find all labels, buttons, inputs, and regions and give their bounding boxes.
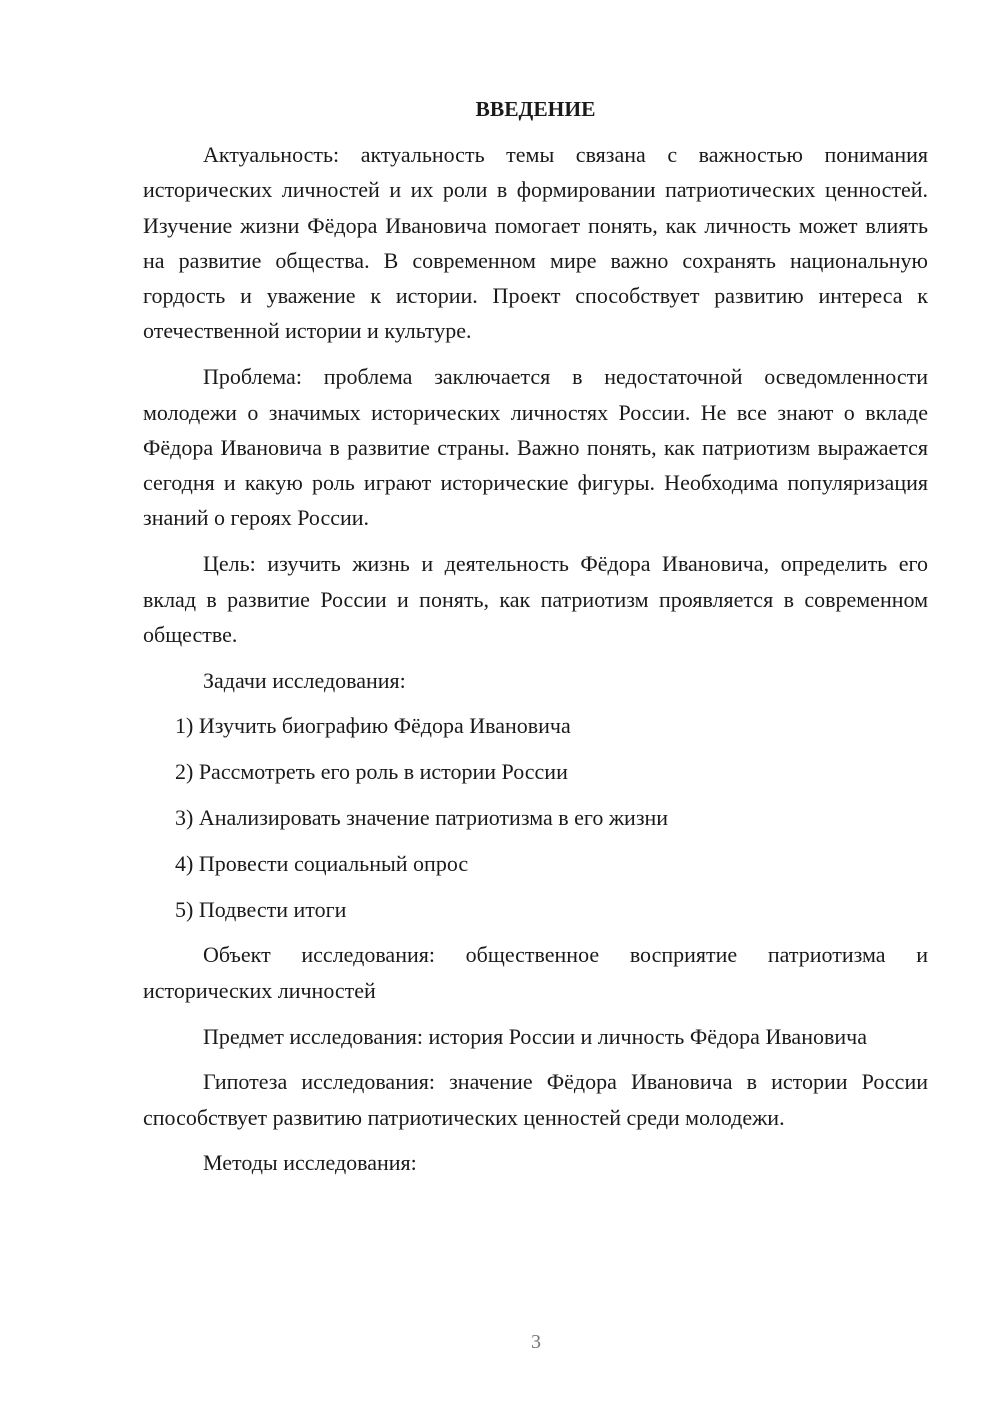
task-item-5: 5) Подвести итоги bbox=[175, 896, 347, 922]
document-page bbox=[143, 92, 928, 1191]
page-number: 3 bbox=[531, 1331, 541, 1353]
task-item-2: 2) Рассмотреть его роль в истории России bbox=[175, 759, 568, 785]
task-item-1: 1) Изучить биографию Фёдора Ивановича bbox=[175, 713, 571, 739]
hypothesis-paragraph: Гипотеза исследования: значение Фёдора Ивановича в истории России способствует развитию патриотических ценностей среди молодежи. bbox=[143, 1069, 928, 1130]
section-title: ВВЕДЕНИЕ bbox=[475, 97, 596, 121]
tasks-list bbox=[143, 708, 928, 926]
subject-paragraph: Предмет исследования: история России и личность Фёдора Ивановича bbox=[203, 1023, 867, 1049]
task-item-4: 4) Провести социальный опрос bbox=[175, 850, 469, 876]
object-paragraph: Объект исследования: общественное восприятие патриотизма и исторических личностей bbox=[143, 942, 928, 1003]
tasks-heading: Задачи исследования: bbox=[203, 667, 406, 693]
task-item-3: 3) Анализировать значение патриотизма в его жизни bbox=[175, 805, 669, 831]
relevance-paragraph: Актуальность: актуальность темы связана с важностью понимания исторических личностей и их роли в формировании патриотических ценностей. Изучение жизни Фёдора Ивановича помогает понять, как личность может влиять на развитие общества. В современном мире важно сохранять национальную гордость и уважение к истории. Проект способствует развитию интереса к отечественной истории и культуре. bbox=[143, 142, 928, 344]
problem-paragraph: Проблема: проблема заключается в недостаточной осведомленности молодежи о значимых исторических личностях России. Не все знают о вкладе Фёдора Ивановича в развитие страны. Важно понять, как патриотизм выражается сегодня и какую роль играют исторические фигуры. Необходима популяризация знаний о героях России. bbox=[143, 364, 928, 531]
methods-heading: Методы исследования: bbox=[203, 1150, 417, 1176]
goal-paragraph: Цель: изучить жизнь и деятельность Фёдора Ивановича, определить его вклад в развитие России и понять, как патриотизм проявляется в современном обществе. bbox=[143, 551, 928, 647]
